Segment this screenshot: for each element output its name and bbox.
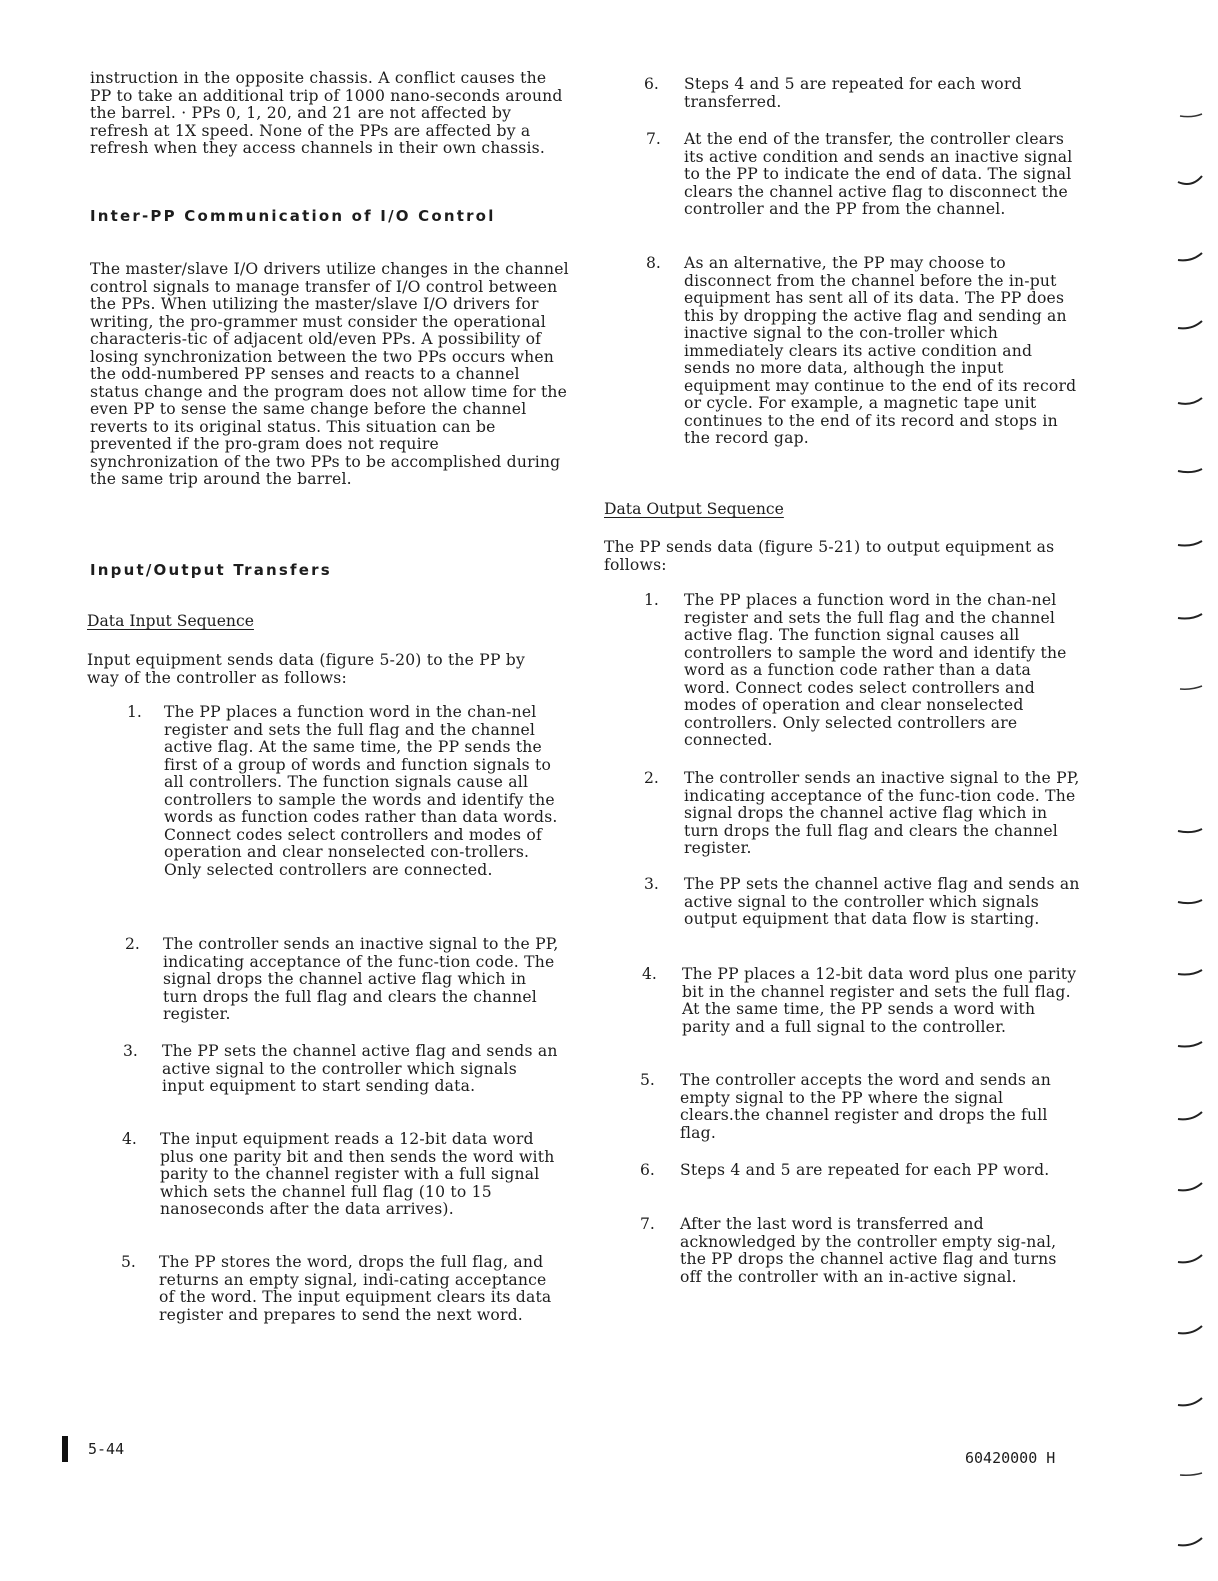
- binding-mark: [1176, 1535, 1204, 1551]
- inter-pp-paragraph: The master/slave I/O drivers utilize changes in the channel control signals to manage transfer of I/O control between the PPs. When utilizing the master/slave I/O drivers for writing, the pro-grammer must consider the operational characteris-tic of adjacent old/even PPs. A possibility of losing synchronization between the two PPs occurs when the odd-numbered PP senses and reacts to a channel status change and the program does not allow time for the even PP to sense the same change before the channel reverts to its original status. This situation can be prevented if the pro-gram does not require synchronization of the two PPs to be accomplished during the same trip around the barrel.: [90, 260, 569, 488]
- step-text: The controller sends an inactive signal to the PP, indicating acceptance of the func-tion code. The signal drops the channel active flag which in turn drops the full flag and clears the channel register.: [684, 769, 1080, 857]
- binding-mark: [1176, 1466, 1204, 1482]
- step-number: 1.: [127, 703, 142, 721]
- step-text: The PP places a function word in the chan-nel register and sets the full flag and the channel active flag. At the same time, the PP sends the first of a group of words and function signals to all controllers. The function signals cause all controllers to sample the words and identify the words as function codes rather than data words. Connect codes select controllers and modes of operation and clear nonselected con-trollers. Only selected controllers are connected.: [164, 703, 558, 879]
- binding-mark: [1176, 463, 1204, 479]
- change-bar: [62, 1436, 68, 1462]
- step-text: After the last word is transferred and acknowledged by the controller empty sig-nal, the PP drops the channel active flag and turns off the controller with an in-active signal.: [680, 1215, 1057, 1286]
- binding-mark: [1176, 1252, 1204, 1268]
- binding-mark: [1176, 318, 1204, 334]
- step-number: 4.: [122, 1130, 137, 1148]
- step-number: 8.: [646, 254, 661, 272]
- document-number: 60420000 H: [965, 1449, 1056, 1467]
- binding-mark: [1176, 250, 1204, 266]
- binding-mark: [1176, 536, 1204, 552]
- subheading-data-input: Data Input Sequence: [87, 612, 254, 630]
- step-text: The PP sets the channel active flag and sends an active signal to the controller which signals output equipment that data flow is starting.: [684, 875, 1080, 928]
- subheading-data-output: Data Output Sequence: [604, 500, 784, 518]
- section-heading-inter-pp: Inter-PP Communication of I/O Control: [90, 207, 496, 225]
- step-number: 7.: [640, 1215, 655, 1233]
- step-number: 5.: [640, 1071, 655, 1089]
- step-number: 3.: [644, 875, 659, 893]
- step-number: 3.: [123, 1042, 138, 1060]
- step-text: The PP places a 12-bit data word plus one parity bit in the channel register and sets the full flag. At the same time, the PP sends a word with parity and a full signal to the controller.: [682, 965, 1077, 1036]
- step-number: 2.: [644, 769, 659, 787]
- step-text: The input equipment reads a 12-bit data word plus one parity bit and then sends the word with parity to the channel register with a full signal which sets the channel full flag (10 to 15 nanoseconds after the data arrives).: [160, 1130, 555, 1218]
- binding-mark: [1176, 609, 1204, 625]
- binding-mark: [1176, 965, 1204, 981]
- step-text: Steps 4 and 5 are repeated for each PP word.: [680, 1161, 1050, 1179]
- binding-mark: [1176, 1395, 1204, 1411]
- page-number: 5-44: [88, 1440, 125, 1458]
- step-number: 7.: [646, 130, 661, 148]
- step-text: The controller accepts the word and sends an empty signal to the PP where the signal clears.the channel register and drops the full flag.: [680, 1071, 1051, 1142]
- binding-mark: [1176, 894, 1204, 910]
- step-text: As an alternative, the PP may choose to disconnect from the channel before the in-put equipment has sent all of its data. The PP does this by dropping the active flag and sending an inactive signal to the con-troller which immediately clears its active condition and sends no more data, although the input equipment may continue to the end of its record or cycle. For example, a magnetic tape unit continues to the end of its record and stops in the record gap.: [684, 254, 1077, 447]
- data-output-lead: The PP sends data (figure 5-21) to output equipment as follows:: [604, 538, 1055, 574]
- binding-mark: [1176, 1037, 1204, 1053]
- binding-mark: [1176, 1323, 1204, 1339]
- step-text: The PP sets the channel active flag and sends an active signal to the controller which signals input equipment to start sending data.: [162, 1042, 558, 1095]
- binding-mark: [1176, 174, 1204, 190]
- step-number: 5.: [121, 1253, 136, 1271]
- step-text: The PP stores the word, drops the full flag, and returns an empty signal, indi-cating acceptance of the word. The input equipment clears its data register and prepares to send the next word.: [159, 1253, 552, 1324]
- binding-mark: [1176, 394, 1204, 410]
- step-text: At the end of the transfer, the controller clears its active condition and sends an inactive signal to the PP to indicate the end of data. The signal clears the channel active flag to disconnect the controller and the PP from the channel.: [684, 130, 1073, 218]
- step-text: Steps 4 and 5 are repeated for each word transferred.: [684, 75, 1022, 111]
- intro-paragraph: instruction in the opposite chassis. A conflict causes the PP to take an additional trip of 1000 nano-seconds around the barrel. · PPs 0, 1, 20, and 21 are not affected by refresh at 1X speed. None of the PPs are affected by a refresh when they access channels in their own chassis.: [90, 69, 563, 157]
- binding-mark: [1176, 680, 1204, 696]
- step-number: 6.: [644, 75, 659, 93]
- step-text: The controller sends an inactive signal to the PP, indicating acceptance of the func-tion code. The signal drops the channel active flag which in turn drops the full flag and clears the channel register.: [163, 935, 559, 1023]
- binding-mark: [1176, 823, 1204, 839]
- step-text: The PP places a function word in the chan-nel register and sets the full flag and the channel active flag. The function signal causes all controllers to sample the word and identify the word as a function code rather than a data word. Connect codes select controllers and modes of operation and clear nonselected controllers. Only selected controllers are connected.: [684, 591, 1067, 749]
- step-number: 6.: [640, 1161, 655, 1179]
- step-number: 1.: [644, 591, 659, 609]
- step-number: 4.: [642, 965, 657, 983]
- section-heading-io-transfers: Input/Output Transfers: [90, 561, 332, 579]
- data-input-lead: Input equipment sends data (figure 5-20) to the PP by way of the controller as follows:: [87, 651, 525, 687]
- binding-mark: [1176, 108, 1204, 124]
- step-number: 2.: [125, 935, 140, 953]
- binding-mark: [1176, 1109, 1204, 1125]
- binding-mark: [1176, 1180, 1204, 1196]
